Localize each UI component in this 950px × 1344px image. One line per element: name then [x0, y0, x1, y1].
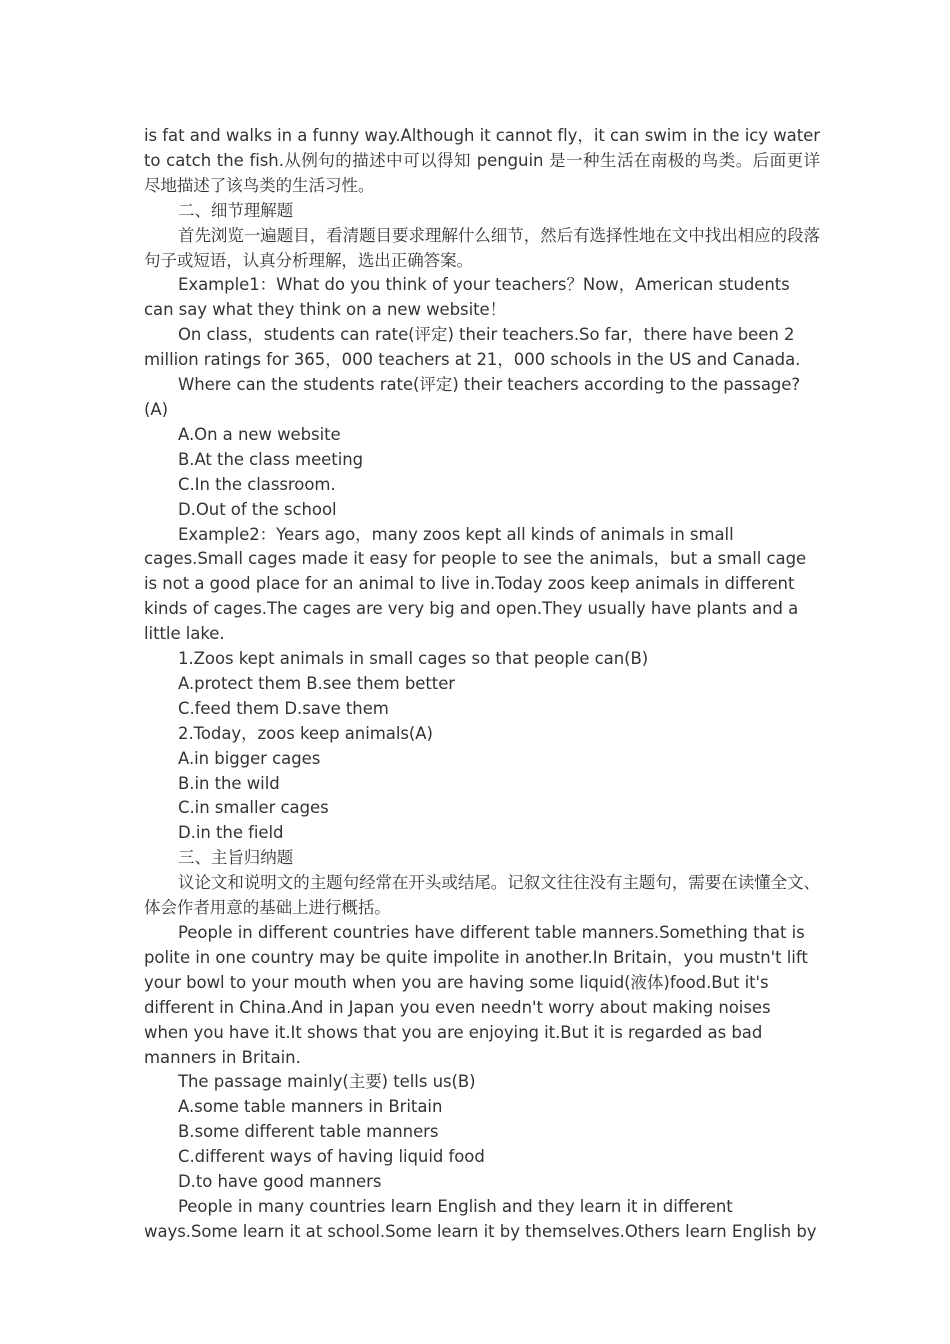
option-a: A.in bigger cages — [178, 748, 321, 768]
option-b: B.some different table manners — [178, 1122, 439, 1142]
paragraph-main-idea-instructions: 议论文和说明文的主题句经常在开头或结尾。记叙文往往没有主题句，需要在读懂全文、体会作者用意的基础上进行概括。 — [144, 873, 820, 918]
document-body — [144, 124, 820, 1245]
paragraph-table-manners: People in different countries have different table manners.Something that is polite in one country may be quite impolite in another.In Britain，you mustn't lift your bowl to your mouth when you are having some liquid(液体)food.But it's different in China.And in Japan you even needn't worry about making noises when you have it.It shows that you are enjoying it.But it is regarded as bad manners in Britain. — [144, 923, 808, 1067]
option-a: A.On a new website — [178, 424, 341, 444]
question-table-manners: The passage mainly(主要) tells us(B) — [178, 1072, 476, 1092]
question-example1: Where can the students rate(评定) their teachers according to the passage?(A) — [144, 375, 801, 419]
option-b: B.At the class meeting — [178, 449, 364, 469]
paragraph-example1-intro: Example1：What do you think of your teachers？Now，American students can say what they think on a new website！ — [144, 275, 790, 320]
option-d: D.to have good manners — [178, 1172, 382, 1192]
section-heading-main-idea: 三、主旨归纳题 — [178, 848, 294, 868]
option-d: D.in the field — [178, 823, 284, 843]
option-c: C.in smaller cages — [178, 798, 329, 818]
paragraph-penguin-explanation: is fat and walks in a funny way.Although it cannot fly，it can swim in the icy water to catch the fish.从例句的描述中可以得知 penguin 是一种生活在南极的鸟类。后面更详尽地描述了该鸟类的生活习性。 — [144, 126, 820, 195]
paragraph-example1-body: On class，students can rate(评定) their teachers.So far，there have been 2 million ratings for 365，000 teachers at 21，000 schools in the US and Canada. — [144, 325, 801, 370]
option-b: B.in the wild — [178, 773, 280, 793]
paragraph-example2: Example2：Years ago，many zoos kept all kinds of animals in small cages.Small cages made it easy for people to see the animals，but a small cage is not a good place for an animal to live in.Today zoos keep animals in different kinds of cages.The cages are very big and open.They usually have plants and a little lake. — [144, 524, 807, 644]
option-c: C.different ways of having liquid food — [178, 1147, 485, 1167]
section-heading-detail: 二、细节理解题 — [178, 200, 294, 220]
paragraph-learning-english: People in many countries learn English and they learn it in different ways.Some learn it at school.Some learn it by themselves.Others learn English by — [144, 1196, 817, 1241]
option-c: C.In the classroom. — [178, 474, 336, 494]
question-2: 2.Today，zoos keep animals(A) — [178, 723, 433, 743]
options-1-cd: C.feed them D.save them — [178, 698, 389, 718]
options-1-ab: A.protect them B.see them better — [178, 673, 456, 693]
paragraph-detail-instructions: 首先浏览一遍题目，看清题目要求理解什么细节，然后有选择性地在文中找出相应的段落句子或短语，认真分析理解，选出正确答案。 — [144, 225, 820, 270]
question-1: 1.Zoos kept animals in small cages so that people can(B) — [178, 649, 649, 669]
option-d: D.Out of the school — [178, 499, 337, 519]
option-a: A.some table manners in Britain — [178, 1097, 443, 1117]
